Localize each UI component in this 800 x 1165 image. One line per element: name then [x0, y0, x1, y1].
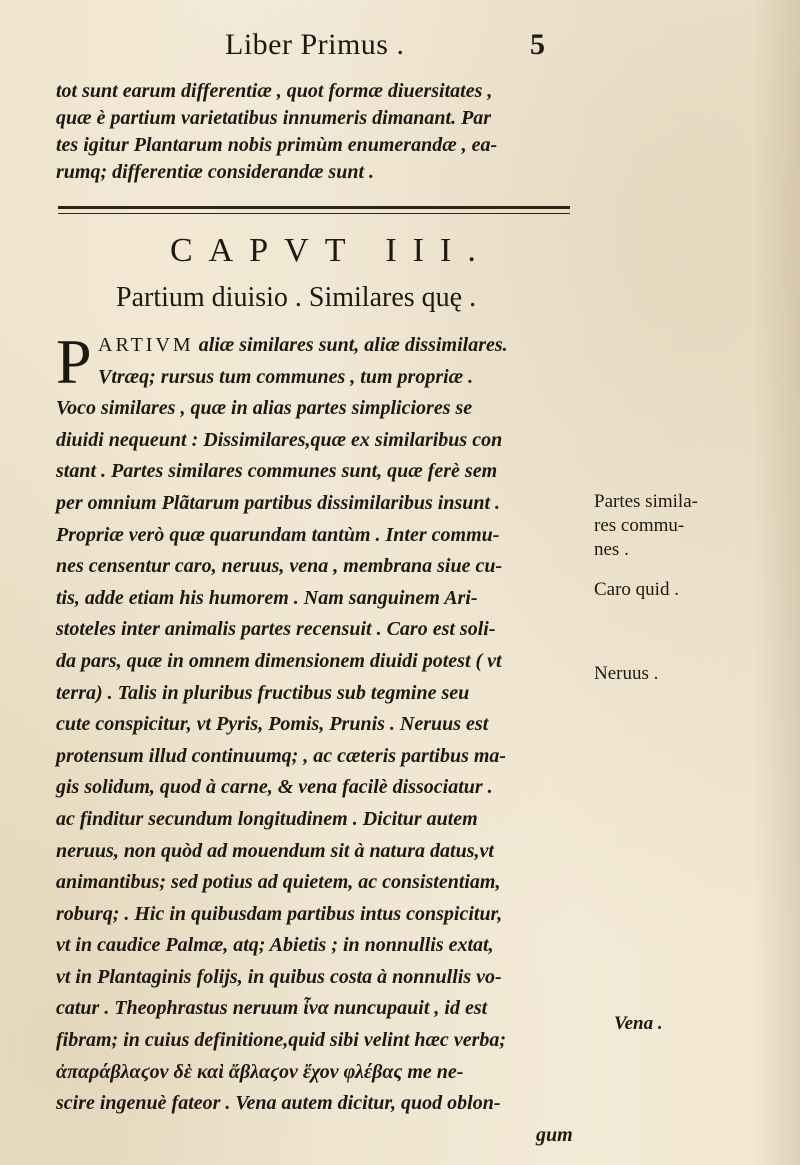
body-line: terra) . Talis in pluribus fructibus sub tegmine seu	[56, 681, 470, 704]
body-line: protensum illud continuumq; , ac cæteris partibus ma-	[56, 744, 507, 767]
body-line: ac finditur secundum longitudinem . Dicitur autem	[56, 807, 478, 830]
margin-note: Vena .	[614, 1013, 663, 1034]
body-line: stant . Partes similares communes sunt, quæ ferè sem	[56, 460, 498, 483]
body-line: catur . Theophrastus neruum ἶνα nuncupauit , id est	[56, 997, 488, 1020]
intro-paragraph	[56, 78, 576, 186]
intro-line: quæ è partium varietatibus innumeris dimanant. Par	[56, 107, 492, 129]
chapter-title: CAPVT III.	[170, 232, 492, 269]
intro-line: rumq; differentiæ considerandæ sunt .	[56, 161, 375, 183]
body-line: cute conspicitur, vt Pyris, Pomis, Prunis . Neruus est	[56, 713, 489, 736]
body-line: vt in caudice Palmæ, atq; Abietis ; in nonnullis extat,	[56, 934, 494, 957]
margin-note: Caro quid .	[594, 579, 679, 600]
body-line: roburq; . Hic in quibusdam partibus intus conspicitur,	[56, 902, 503, 925]
running-title: Liber Primus .	[225, 28, 405, 61]
body-line: scire ingenuè fateor . Vena autem dicitur, quod oblon-	[56, 1092, 501, 1115]
drop-cap: P	[56, 326, 92, 397]
running-head	[60, 28, 580, 68]
body-line: vt in Plantaginis folijs, in quibus costa à nonnullis vo-	[56, 965, 502, 988]
body-line: fibram; in cuius definitione,quid sibi velint hæc verba;	[56, 1029, 507, 1052]
page-number: 5	[530, 28, 545, 61]
body-line: da pars, quæ in omnem dimensionem diuidi potest ( vt	[56, 649, 502, 672]
body-line: Vtræq; rursus tum communes , tum propriæ .	[98, 365, 474, 388]
body-line: per omnium Plãtarum partibus dissimilaribus insunt .	[56, 491, 501, 514]
body-line: ἀπαράβλαϛον δὲ καὶ ἄβλαϛον ἔχον φλέβας me ne-	[56, 1060, 464, 1083]
body-line: Voco similares , quæ in alias partes simpliciores se	[56, 397, 473, 420]
margin-note: Neruus .	[594, 663, 659, 684]
body-line: stoteles inter animalis partes recensuit . Caro est soli-	[56, 618, 496, 641]
intro-line: tes igitur Plantarum nobis primùm enumerandæ , ea-	[56, 134, 498, 156]
body-paragraph	[56, 326, 576, 1151]
body-line: nes censentur caro, neruus, vena , membrana siue cu-	[56, 555, 503, 578]
section-divider	[58, 206, 570, 214]
margin-note: nes .	[594, 539, 629, 560]
margin-note: res commu-	[594, 515, 685, 536]
section-heading: Partium diuisio . Similares quę .	[116, 282, 477, 313]
catchword: gum	[536, 1123, 573, 1146]
body-line: animantibus; sed potius ad quietem, ac consistentiam,	[56, 871, 501, 894]
body-line: Propriæ verò quæ quarundam tantùm . Inter commu-	[56, 523, 500, 546]
body-line: gis solidum, quod à carne, & vena facilè dissociatur .	[56, 776, 493, 799]
body-line: tis, adde etiam his humorem . Nam sanguinem Ari-	[56, 586, 478, 609]
first-line-rest: aliæ similares sunt, aliæ dissimilares.	[193, 334, 508, 356]
body-line: neruus, non quòd ad mouendum sit à natura datus,vt	[56, 839, 494, 862]
first-word-caps: ARTIVM	[98, 334, 194, 356]
intro-line: tot sunt earum differentiæ , quot formæ diuersitates ,	[56, 80, 493, 102]
margin-note: Partes simila-	[594, 491, 698, 512]
body-line: diuidi nequeunt : Dissimilares,quæ ex similaribus con	[56, 428, 503, 451]
body-first-line	[56, 330, 576, 362]
